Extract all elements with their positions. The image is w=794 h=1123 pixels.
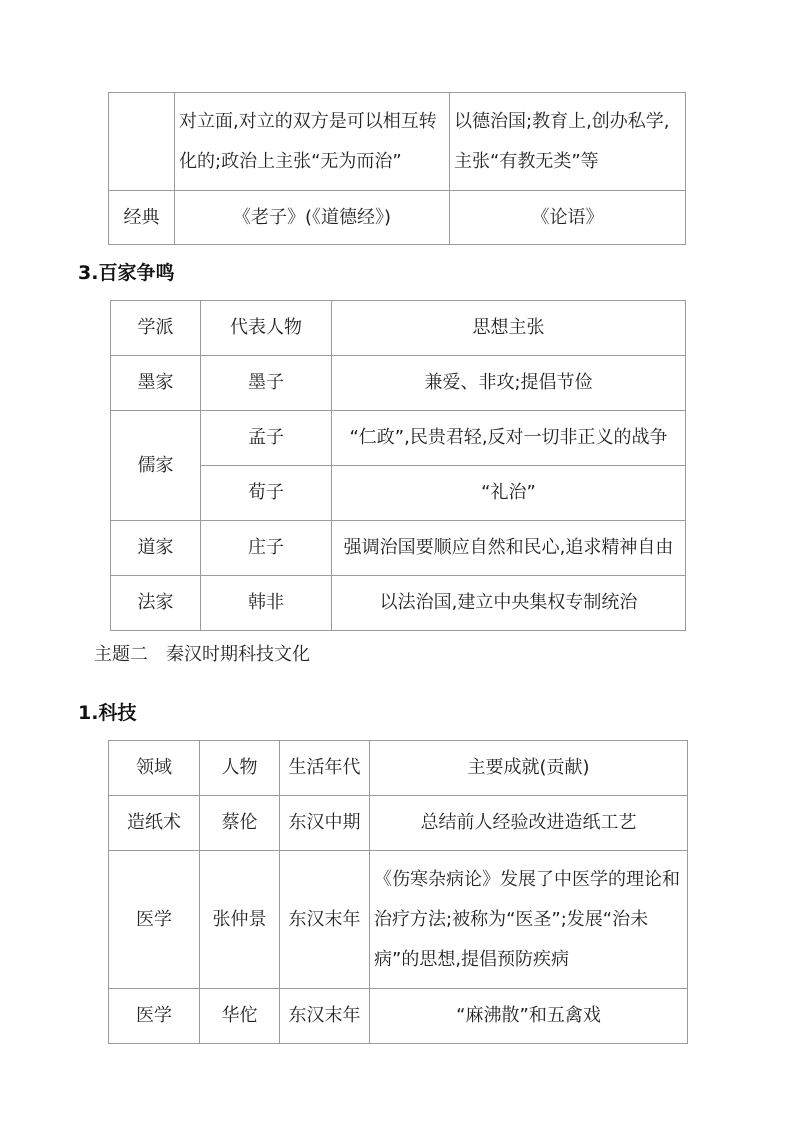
field-cell: 医学 bbox=[109, 989, 200, 1044]
person-cell: 张仲景 bbox=[200, 851, 280, 989]
column-header: 生活年代 bbox=[280, 741, 370, 796]
person-cell: 韩非 bbox=[201, 576, 332, 631]
table-row bbox=[111, 411, 686, 466]
row-label: 经典 bbox=[109, 191, 175, 245]
person-cell: 荀子 bbox=[201, 466, 332, 521]
table-row bbox=[111, 356, 686, 411]
table-row bbox=[109, 93, 686, 191]
daoism-classic: 《老子》(《道德经》) bbox=[175, 191, 450, 245]
table-row bbox=[109, 989, 688, 1044]
table-header-row bbox=[111, 301, 686, 356]
column-header: 思想主张 bbox=[332, 301, 686, 356]
column-header: 学派 bbox=[111, 301, 201, 356]
school-cell: 儒家 bbox=[111, 411, 201, 521]
era-cell: 东汉末年 bbox=[280, 989, 370, 1044]
table-row bbox=[111, 576, 686, 631]
achievement-cell: 总结前人经验改进造纸工艺 bbox=[370, 796, 688, 851]
era-cell: 东汉末年 bbox=[280, 851, 370, 989]
table-row bbox=[109, 191, 686, 245]
confucianism-content: 以德治国;教育上,创办私学,主张“有教无类”等 bbox=[450, 93, 686, 191]
section-title: 3.百家争鸣 bbox=[78, 262, 175, 284]
idea-cell: 兼爱、非攻;提倡节俭 bbox=[332, 356, 686, 411]
table-header-row bbox=[109, 741, 688, 796]
field-cell: 医学 bbox=[109, 851, 200, 989]
technology-table bbox=[108, 740, 688, 1044]
school-cell: 墨家 bbox=[111, 356, 201, 411]
column-header: 领域 bbox=[109, 741, 200, 796]
school-cell: 道家 bbox=[111, 521, 201, 576]
idea-cell: 以法治国,建立中央集权专制统治 bbox=[332, 576, 686, 631]
idea-cell: 强调治国要顺应自然和民心,追求精神自由 bbox=[332, 521, 686, 576]
row-label bbox=[109, 93, 175, 191]
achievement-cell: 《伤寒杂病论》发展了中医学的理论和治疗方法;被称为“医圣”;发展“治未病”的思想,提倡预防疾病 bbox=[370, 851, 688, 989]
section-title: 1.科技 bbox=[78, 702, 137, 724]
person-cell: 孟子 bbox=[201, 411, 332, 466]
person-cell: 华佗 bbox=[200, 989, 280, 1044]
theme-title: 秦汉时期科技文化 bbox=[166, 644, 310, 665]
idea-cell: “仁政”,民贵君轻,反对一切非正义的战争 bbox=[332, 411, 686, 466]
person-cell: 庄子 bbox=[201, 521, 332, 576]
theme-label: 主题二 bbox=[94, 644, 148, 665]
daoism-content: 对立面,对立的双方是可以相互转化的;政治上主张“无为而治” bbox=[175, 93, 450, 191]
idea-cell: “礼治” bbox=[332, 466, 686, 521]
era-cell: 东汉中期 bbox=[280, 796, 370, 851]
table-row bbox=[111, 521, 686, 576]
person-cell: 墨子 bbox=[201, 356, 332, 411]
confucianism-classic: 《论语》 bbox=[450, 191, 686, 245]
column-header: 代表人物 bbox=[201, 301, 332, 356]
field-cell: 造纸术 bbox=[109, 796, 200, 851]
school-cell: 法家 bbox=[111, 576, 201, 631]
comparison-table bbox=[108, 92, 686, 245]
table-row bbox=[109, 796, 688, 851]
column-header: 人物 bbox=[200, 741, 280, 796]
hundred-schools-table bbox=[110, 300, 686, 631]
theme-heading bbox=[94, 640, 310, 666]
achievement-cell: “麻沸散”和五禽戏 bbox=[370, 989, 688, 1044]
column-header: 主要成就(贡献) bbox=[370, 741, 688, 796]
table-row bbox=[109, 851, 688, 989]
person-cell: 蔡伦 bbox=[200, 796, 280, 851]
